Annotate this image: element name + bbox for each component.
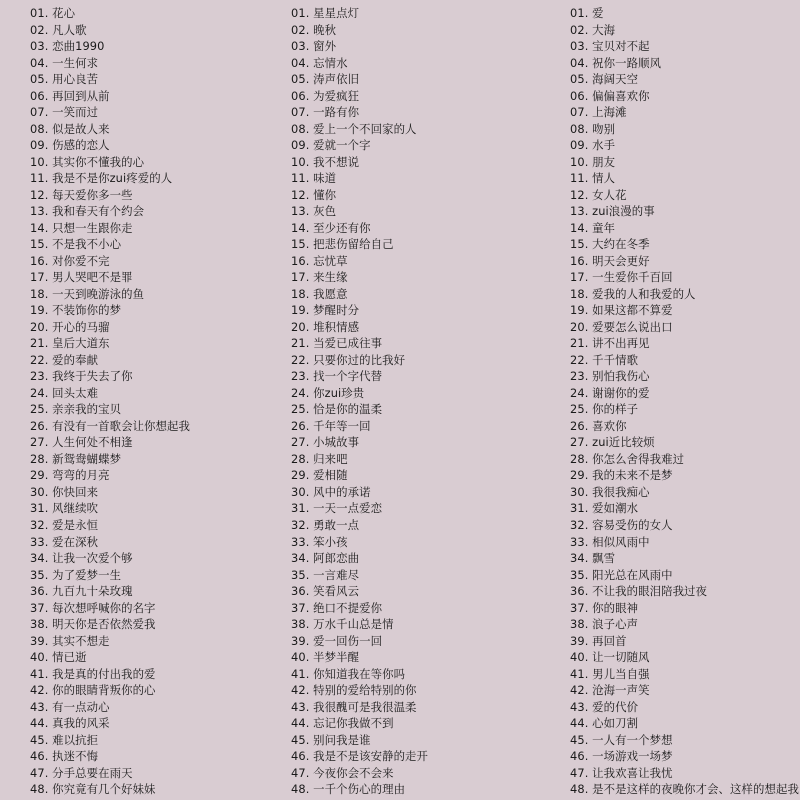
song-list-item: 48. 是不是这样的夜晚你才会、这样的想起我: [570, 782, 799, 797]
song-list-item: 09. 伤感的恋人: [30, 138, 110, 153]
song-list-item: 11. 味道: [291, 171, 337, 186]
song-list-item: 25. 亲亲我的宝贝: [30, 402, 122, 417]
song-list-item: 44. 真我的风采: [30, 716, 110, 731]
song-list-item: 30. 我很我痴心: [570, 484, 650, 499]
song-list-item: 27. zui近比较烦: [570, 435, 655, 450]
song-list-item: 17. 来生缘: [291, 270, 348, 285]
song-list-item: 04. 一生何求: [30, 55, 99, 70]
song-list-item: 45. 一人有一个梦想: [570, 732, 673, 747]
song-list-item: 06. 为爱疯狂: [291, 88, 360, 103]
song-list-item: 16. 明天会更好: [570, 253, 650, 268]
song-list-item: 23. 我终于失去了你: [30, 369, 133, 384]
song-list-item: 31. 爱如潮水: [570, 501, 639, 516]
song-list-item: 02. 晚秋: [291, 22, 337, 37]
song-list-item: 10. 朋友: [570, 154, 616, 169]
song-list-item: 20. 爱要怎么说出口: [570, 319, 673, 334]
song-list-item: 41. 你知道我在等你吗: [291, 666, 406, 681]
song-list-item: 23. 找一个字代替: [291, 369, 383, 384]
song-list-item: 32. 勇敢一点: [291, 517, 360, 532]
song-list-item: 43. 我很醜可是我很温柔: [291, 699, 417, 714]
song-list-item: 39. 再回首: [570, 633, 627, 648]
song-list-item: 34. 飘雪: [570, 551, 616, 566]
song-list-item: 07. 一笑而过: [30, 105, 99, 120]
song-list-item: 48. 你究竟有几个好妹妹: [30, 782, 156, 797]
song-list-item: 05. 用心良苦: [30, 72, 99, 87]
song-list-item: 21. 当爱已成往事: [291, 336, 383, 351]
song-list-item: 04. 忘情水: [291, 55, 348, 70]
song-list-item: 15. 大约在冬季: [570, 237, 650, 252]
song-list-item: 01. 爱: [570, 6, 604, 20]
song-list-item: 40. 让一切随风: [570, 650, 650, 665]
song-list-item: 08. 似是故人来: [30, 121, 110, 136]
song-list-item: 41. 男儿当自强: [570, 666, 650, 681]
song-list-column-2: [291, 5, 428, 798]
song-list-item: 22. 爱的奉献: [30, 352, 99, 367]
song-list-item: 19. 如果这都不算爱: [570, 303, 673, 318]
song-list-item: 13. 灰色: [291, 204, 337, 219]
song-list-item: 05. 海阔天空: [570, 72, 639, 87]
song-list-item: 43. 爱的代价: [570, 699, 639, 714]
song-list-item: 03. 窗外: [291, 39, 337, 54]
song-list-item: 15. 把悲伤留给自己: [291, 237, 394, 252]
song-list-item: 06. 再回到从前: [30, 88, 110, 103]
song-list-item: 46. 我是不是该安静的走开: [291, 749, 429, 764]
song-list-item: 32. 容易受伤的女人: [570, 517, 673, 532]
song-list-item: 46. 执迷不悔: [30, 749, 99, 764]
song-list-column-1: [30, 5, 190, 798]
song-list-item: 29. 我的未来不是梦: [570, 468, 673, 483]
song-list-item: 45. 难以抗拒: [30, 732, 99, 747]
song-list-item: 32. 爱是永恒: [30, 517, 99, 532]
song-list-item: 47. 今夜你会不会来: [291, 765, 394, 780]
song-list-column-3: [570, 5, 799, 798]
song-list-item: 16. 对你爱不完: [30, 253, 110, 268]
song-list-item: 36. 九百九十朵玫瑰: [30, 584, 133, 599]
song-list-item: 30. 风中的承诺: [291, 484, 371, 499]
song-list-item: 21. 皇后大道东: [30, 336, 110, 351]
song-list-item: 41. 我是真的付出我的爱: [30, 666, 156, 681]
song-list-item: 33. 笨小孩: [291, 534, 348, 549]
song-list-item: 28. 你怎么舍得我难过: [570, 451, 685, 466]
song-list-item: 11. 情人: [570, 171, 616, 186]
song-list-item: 44. 心如刀割: [570, 716, 639, 731]
song-list-item: 24. 谢谢你的爱: [570, 385, 650, 400]
song-list-item: 01. 星星点灯: [291, 6, 360, 20]
song-list-item: 37. 你的眼神: [570, 600, 639, 615]
song-list-item: 26. 喜欢你: [570, 418, 627, 433]
song-list-item: 14. 至少还有你: [291, 220, 371, 235]
song-list-item: 35. 阳光总在风雨中: [570, 567, 673, 582]
song-list-item: 11. 我是不是你zui疼爱的人: [30, 171, 173, 186]
song-list-item: 29. 爱相随: [291, 468, 348, 483]
song-list-item: 17. 一生爱你千百回: [570, 270, 673, 285]
song-list-item: 31. 风继续吹: [30, 501, 99, 516]
song-list-item: 26. 有没有一首歌会让你想起我: [30, 418, 191, 433]
song-list-item: 21. 讲不出再见: [570, 336, 650, 351]
song-list-item: 22. 只要你过的比我好: [291, 352, 406, 367]
song-list-item: 22. 千千情歌: [570, 352, 639, 367]
song-list-item: 42. 特别的爱给特别的你: [291, 683, 417, 698]
song-list-item: 13. zui浪漫的事: [570, 204, 655, 219]
song-list-item: 20. 开心的马骝: [30, 319, 110, 334]
song-list-item: 10. 其实你不懂我的心: [30, 154, 145, 169]
song-list-item: 33. 相似风雨中: [570, 534, 650, 549]
song-list-item: 19. 不装饰你的梦: [30, 303, 122, 318]
song-list-item: 40. 半梦半醒: [291, 650, 360, 665]
song-list-item: 28. 归来吧: [291, 451, 348, 466]
song-list-item: 38. 明天你是否依然爱我: [30, 617, 156, 632]
song-list-item: 31. 一天一点爱恋: [291, 501, 383, 516]
song-list-item: 46. 一场游戏一场梦: [570, 749, 673, 764]
song-list-item: 34. 阿郎恋曲: [291, 551, 360, 566]
song-list-item: 02. 大海: [570, 22, 616, 37]
song-list-item: 07. 一路有你: [291, 105, 360, 120]
song-list-item: 26. 千年等一回: [291, 418, 371, 433]
song-list-item: 35. 一言难尽: [291, 567, 360, 582]
song-list-item: 37. 绝口不提爱你: [291, 600, 383, 615]
song-list-item: 40. 情已逝: [30, 650, 87, 665]
song-list-item: 38. 万水千山总是情: [291, 617, 394, 632]
song-list-item: 34. 让我一次爱个够: [30, 551, 133, 566]
song-list-item: 27. 人生何处不相逢: [30, 435, 133, 450]
song-list-item: 19. 梦醒时分: [291, 303, 360, 318]
song-list-item: 47. 让我欢喜让我忧: [570, 765, 673, 780]
song-list-item: 08. 爱上一个不回家的人: [291, 121, 417, 136]
song-list-item: 18. 我愿意: [291, 286, 348, 301]
song-list-item: 42. 沧海一声笑: [570, 683, 650, 698]
song-list-item: 14. 童年: [570, 220, 616, 235]
song-list-item: 39. 其实不想走: [30, 633, 110, 648]
song-list-item: 12. 懂你: [291, 187, 337, 202]
song-list-item: 18. 一天到晚游泳的鱼: [30, 286, 145, 301]
song-list-item: 38. 浪子心声: [570, 617, 639, 632]
song-list-item: 12. 每天爱你多一些: [30, 187, 133, 202]
song-list-item: 42. 你的眼睛背叛你的心: [30, 683, 156, 698]
song-list-item: 23. 别怕我伤心: [570, 369, 650, 384]
song-list-item: 09. 水手: [570, 138, 616, 153]
song-list-item: 29. 弯弯的月亮: [30, 468, 110, 483]
song-list-item: 43. 有一点动心: [30, 699, 110, 714]
song-list-item: 08. 吻别: [570, 121, 616, 136]
song-list-item: 30. 你快回来: [30, 484, 99, 499]
song-list-item: 37. 每次想呼喊你的名字: [30, 600, 156, 615]
song-list-item: 04. 祝你一路顺风: [570, 55, 662, 70]
song-list-item: 48. 一千个伤心的理由: [291, 782, 406, 797]
song-list-item: 45. 别问我是谁: [291, 732, 371, 747]
song-list-item: 25. 你的样子: [570, 402, 639, 417]
song-list-item: 28. 新鸳鸯蝴蝶梦: [30, 451, 122, 466]
song-list-item: 01. 花心: [30, 6, 76, 20]
song-list-item: 44. 忘记你我做不到: [291, 716, 394, 731]
song-list-item: 03. 宝贝对不起: [570, 39, 650, 54]
song-list-item: 27. 小城故事: [291, 435, 360, 450]
song-list-item: 47. 分手总要在雨天: [30, 765, 133, 780]
song-list-item: 07. 上海滩: [570, 105, 627, 120]
song-list-item: 33. 爱在深秋: [30, 534, 99, 549]
song-list-item: 35. 为了爱梦一生: [30, 567, 122, 582]
song-list-item: 25. 恰是你的温柔: [291, 402, 383, 417]
song-list-item: 18. 爱我的人和我爱的人: [570, 286, 696, 301]
song-list-item: 24. 回头太难: [30, 385, 99, 400]
song-list-item: 24. 你zui珍贵: [291, 385, 365, 400]
song-list-item: 16. 忘忧草: [291, 253, 348, 268]
song-list-item: 10. 我不想说: [291, 154, 360, 169]
song-list-item: 15. 不是我不小心: [30, 237, 122, 252]
song-list-item: 36. 笑看风云: [291, 584, 360, 599]
song-list-item: 17. 男人哭吧不是罪: [30, 270, 133, 285]
song-list-item: 14. 只想一生跟你走: [30, 220, 133, 235]
song-list-item: 20. 堆积情感: [291, 319, 360, 334]
song-list-item: 06. 偏偏喜欢你: [570, 88, 650, 103]
song-list-item: 13. 我和春天有个约会: [30, 204, 145, 219]
song-list-item: 05. 涛声依旧: [291, 72, 360, 87]
song-list-item: 03. 恋曲1990: [30, 39, 105, 54]
song-list-item: 12. 女人花: [570, 187, 627, 202]
song-list-item: 09. 爱就一个字: [291, 138, 371, 153]
song-list-item: 39. 爱一回伤一回: [291, 633, 383, 648]
song-list-item: 02. 凡人歌: [30, 22, 87, 37]
song-list-item: 36. 不让我的眼泪陪我过夜: [570, 584, 708, 599]
